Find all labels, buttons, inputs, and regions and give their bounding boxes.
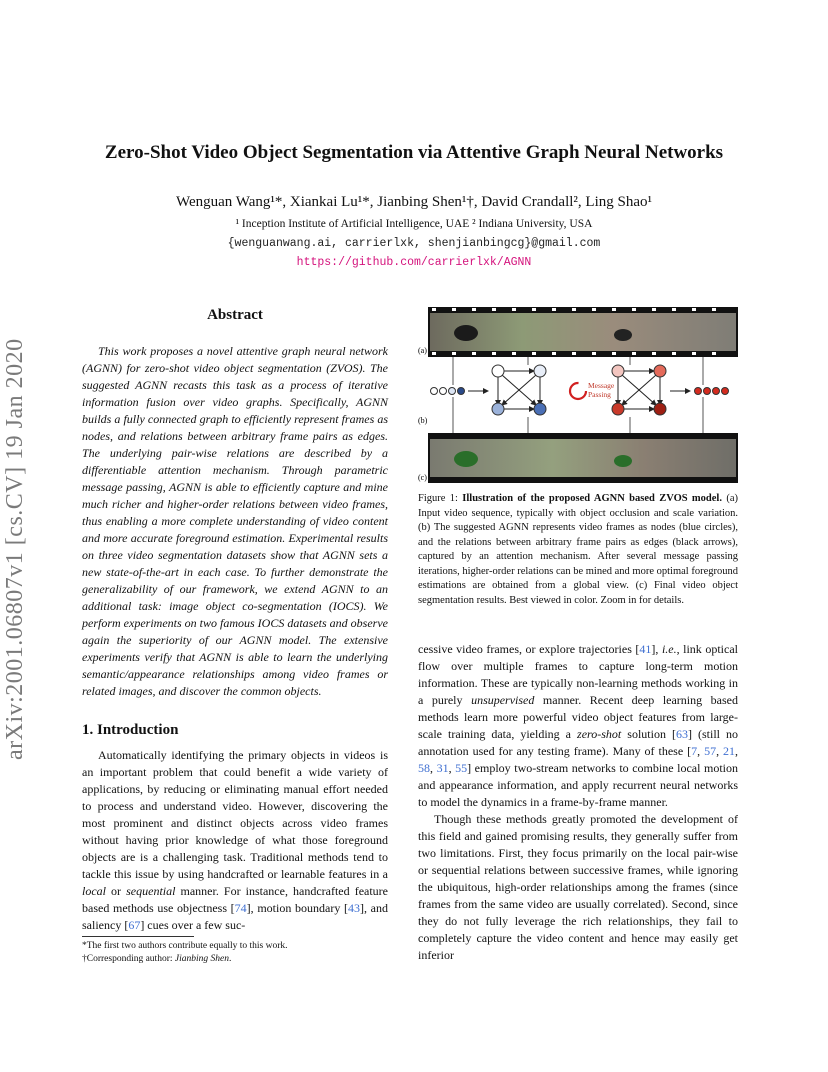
label-b: (b): [418, 416, 428, 425]
segmented-object: [614, 455, 632, 467]
output-feature-nodes: [695, 388, 729, 395]
intro-text: [82, 747, 388, 934]
code-url-link[interactable]: https://github.com/carrierlxk/AGNN: [296, 256, 532, 269]
citation-link[interactable]: 7: [691, 744, 698, 758]
caption-label: Figure 1:: [418, 493, 463, 504]
text-span: ], motion boundary [: [246, 901, 348, 915]
text-span: ] employ two-stream networks to combine local motion and appearance information, and apply recurrent neural networks to model the dynamics in a frame-by-frame manner.: [418, 761, 738, 809]
cat-silhouette: [454, 325, 478, 341]
text-span: , link optical flow over multiple frames to capture long-term motion information. These are typically non-learning methods working in a purely: [418, 642, 738, 707]
intro-paragraph: [82, 747, 388, 934]
section-heading-introduction: 1. Introduction: [82, 722, 179, 738]
input-feature-nodes: [431, 388, 465, 395]
message-passing-icon: [570, 383, 586, 399]
emphasis: local: [82, 884, 106, 898]
intro-paragraph: Though these methods greatly promoted the development of this field and gained promising results, they generally suffer from two limitations. First, they focus primarily on the local pair-wise or sequential relations between successive frames, while ignoring the ubiquitous, high-order relationships among the frames (since frames from the same video are usually correlated). Second, since they do not fully leverage the rich relationships, they fail to completely capture the video content and hence may easily get inferior: [418, 812, 738, 962]
text-span: solution [: [621, 727, 676, 741]
emphasis: Jianbing Shen: [174, 954, 229, 964]
citation-link[interactable]: 58: [418, 761, 430, 775]
right-column-text: [418, 641, 738, 964]
text-span: †Corresponding author:: [82, 954, 175, 964]
caption-text: (a) Input video sequence, typically with object occlusion and scale variation. (b) The suggested AGNN represents video frames as nodes (blue circles), and the relations between arbitrary frame pairs as edges (black arrows), captured by an attention mechanism. After several message passing iterations, higher-order relations can be mined and more optimal foreground estimations are obtained from a global view. (c) Final video object segmentation results. Best viewed in color. Zoom in for details.: [418, 493, 738, 606]
cat-silhouette: [614, 329, 632, 341]
graph-edges-right: [618, 371, 660, 409]
text-span: Automatically identifying the primary objects in videos is an important problem that could benefit a wide variety of applications, by reducing or eliminating manual effort needed to process and understand video. However, discovering the most prominent and distinct objects across video frames without having prior knowledge of what those foreground objects are is a challenging task. Traditional methods tend to tackle this issue by using handcrafted or learnable features in a: [82, 748, 388, 881]
arxiv-stamp: arXiv:2001.06807v1 [cs.CV] 19 Jan 2020: [2, 338, 28, 760]
citation-link[interactable]: 74: [234, 901, 247, 915]
citation-link[interactable]: 55: [455, 761, 468, 775]
caption-bold: Illustration of the proposed AGNN based ZVOS model.: [462, 493, 722, 504]
citation-link[interactable]: 21: [723, 744, 736, 758]
emphasis: sequential: [126, 884, 176, 898]
message-passing-label: Passing: [588, 390, 611, 399]
abstract-heading: Abstract: [207, 307, 263, 323]
label-a: (a): [418, 346, 427, 355]
graph-edges-left: [498, 371, 540, 409]
flow-lines: [453, 397, 703, 433]
footnotes: [82, 940, 388, 966]
text-span: cessive video frames, or explore trajectories [: [418, 642, 640, 656]
footnote-rule: [82, 936, 194, 937]
text-span: ] (still no annotation used for any testing frame). Many of these [: [418, 727, 738, 758]
citation-link[interactable]: 57: [704, 744, 717, 758]
abstract-paragraph: This work proposes a novel attentive graph neural network (AGNN) for zero-shot video object segmentation (ZVOS). The suggested AGNN recasts this task as a process of iterative information fusion over video graphs. Specifically, AGNN builds a fully connected graph to efficiently represent frames as nodes, and relations between arbitrary frame pairs as edges. The underlying pair-wise relations are described by a differentiable attention mechanism. Through parametric message passing, AGNN is able to efficiently capture and mine much richer and higher-order relations between video frames, thus enabling a more complete understanding of video content and more accurate foreground estimation. Experimental results on three video segmentation datasets show that AGNN sets a new state-of-the-art in each case. To further demonstrate the generalizability of our framework, we extend AGNN to an additional task: image object co-segmentation (IOCS). We perform experiments on two famous IOCS datasets and observe again the superiority of our AGNN model. The extensive experiments verify that AGNN is able to learn the underlying semantic/appearance relationships among video frames or related images, and discover the common objects.: [82, 344, 388, 698]
text-span: manner. Recent deep learning based methods learn more powerful video object features from large-scale training data, yielding a: [418, 693, 738, 741]
text-span: manner. For instance, handcrafted feature based methods use objectness [: [82, 884, 388, 915]
text-span: or: [106, 884, 127, 898]
citation-link[interactable]: 41: [639, 642, 652, 656]
emphasis: zero-shot: [577, 727, 622, 741]
figure-1-illustration: [418, 305, 740, 485]
affiliations: ¹ Inception Institute of Artificial Intelligence, UAE ² Indiana University, USA: [235, 218, 593, 230]
message-passing-label: Message: [588, 381, 615, 390]
citation-link[interactable]: 63: [675, 727, 688, 741]
intro-paragraph-continued: cessive video frames, or explore trajectories [41], i.e., link optical flow over multiple frames to capture long-term motion information. These are typically non-learning methods working in a purely unsupervised manner. Recent deep learning based methods learn more powerful video object features from large-scale training data, yielding a zero-shot solution [63] (still no annotation used for any testing frame). Many of these [7, 57, 21, 58, 31, 55] employ two-stream networks to combine local motion and appearance information, and apply recurrent neural networks to model the dynamics in a frame-by-frame manner.: [418, 642, 739, 809]
segmented-object: [454, 451, 478, 467]
citation-link[interactable]: 31: [436, 761, 449, 775]
abstract-text: [82, 343, 388, 700]
author-list: Wenguan Wang¹*, Xiankai Lu¹*, Jianbing Shen¹†, David Crandall², Ling Shao¹: [176, 194, 652, 210]
citation-link[interactable]: 67: [128, 918, 141, 932]
text-span: ] cues over a few suc-: [140, 918, 246, 932]
citation-link[interactable]: 43: [348, 901, 360, 915]
text-span: ], and saliency [: [82, 901, 388, 932]
figure-1-caption: [418, 492, 738, 608]
footnote-equal-contribution: *The first two authors contribute equally to this work.: [82, 941, 288, 951]
footnote-corresponding-author: [82, 953, 388, 966]
author-emails: {wenguanwang.ai, carrierlxk, shenjianbingcg}@gmail.com: [227, 237, 601, 250]
text-span: ],: [651, 642, 662, 656]
emphasis: i.e.: [661, 642, 677, 656]
paper-title: Zero-Shot Video Object Segmentation via Attentive Graph Neural Networks: [104, 142, 724, 163]
emphasis: unsupervised: [471, 693, 535, 707]
label-c: (c): [418, 473, 427, 482]
figure-1: [418, 305, 740, 485]
text-span: .: [228, 954, 232, 964]
